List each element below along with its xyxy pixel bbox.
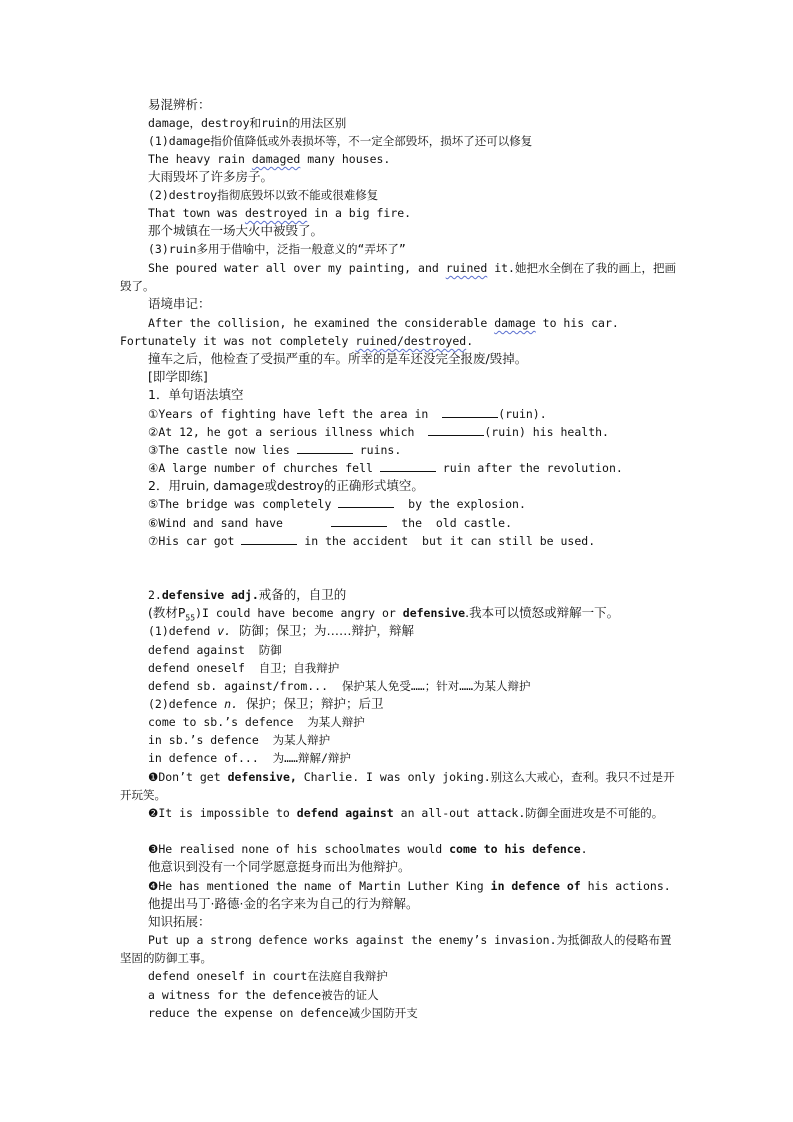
context-translation: 撞车之后，他检查了受损严重的车。所幸的是车还没完全报废/毁掉。 bbox=[148, 351, 528, 366]
phrase-line: in defence of... 为……辩解/辩护 bbox=[148, 751, 351, 765]
answer-blank[interactable] bbox=[442, 405, 498, 418]
definition-line: (1)damage指价值降低或外表损坏等，不一定全部毁坏，损坏了还可以修复 bbox=[148, 134, 533, 148]
entry-title: 2.defensive adj.戒备的，自卫的 bbox=[148, 587, 347, 602]
answer-blank[interactable] bbox=[428, 423, 484, 436]
example-translation: 大雨毁坏了许多房子。 bbox=[148, 169, 274, 184]
extension-item: Put up a strong defence works against the enemy’s invasion.为抵御敌人的侵略布置坚固的防御工事。 bbox=[120, 933, 672, 966]
phrase-line: in sb.’s defence 为某人辩护 bbox=[148, 733, 331, 747]
definition-line: (3)ruin多用于借喻中，泛指一般意义的“弄坏了” bbox=[148, 242, 406, 256]
example-translation: 他意识到没有一个同学愿意挺身而出为他辩护。 bbox=[148, 859, 411, 874]
exercise-heading: 1．单句语法填空 bbox=[148, 387, 244, 402]
section-title: damage，destroy和ruin的用法区别 bbox=[148, 116, 347, 130]
example-sentence: ❸He realised none of his schoolmates would come to his defence. bbox=[148, 842, 588, 856]
definition-line: (2)defence n. 保护；保卫；辩护；后卫 bbox=[148, 696, 384, 711]
definition-line: (2)destroy指彻底毁坏以致不能或很难修复 bbox=[148, 188, 379, 202]
example-translation: 他提出马丁·路德·金的名字来为自己的行为辩解。 bbox=[148, 896, 419, 911]
answer-blank[interactable] bbox=[380, 459, 436, 472]
example-sentence: ❷It is impossible to defend against an all-out attack.防御全面进攻是不可能的。 bbox=[148, 806, 664, 820]
keyword-destroyed: destroyed bbox=[244, 206, 308, 220]
exercise-heading: 2．用ruin, damage或destroy的正确形式填空。 bbox=[148, 478, 424, 493]
exercise-item: ③The castle now lies ruins. bbox=[148, 443, 402, 457]
example-sentence: ❶Don’t get defensive, Charlie. I was only joking.别这么大戒心，查利。我只不过是开开玩笑。 bbox=[120, 770, 675, 803]
answer-blank[interactable] bbox=[241, 532, 297, 545]
exercise-item: ②At 12, he got a serious illness which (ruin) his health. bbox=[148, 425, 609, 439]
exercise-item: ⑦His car got in the accident but it can still be used. bbox=[148, 534, 596, 548]
example-sentence: The heavy rain damaged many houses. bbox=[148, 152, 391, 166]
context-heading: 语境串记： bbox=[148, 296, 211, 311]
keyword-damage: damage bbox=[494, 316, 536, 330]
phrase-line: defend against 防御 bbox=[148, 643, 282, 657]
keyword-ruined: ruined bbox=[445, 261, 488, 275]
answer-blank[interactable] bbox=[331, 514, 387, 527]
extension-item: defend oneself in court在法庭自我辩护 bbox=[148, 969, 388, 983]
extension-item: a witness for the defence被告的证人 bbox=[148, 988, 379, 1002]
example-sentence: She poured water all over my painting, and ruined it.她把水全倒在了我的画上，把画毁了。 bbox=[120, 261, 676, 294]
phrase-line: defend sb. against/from... 保护某人免受……；针对……为某人辩护 bbox=[148, 679, 531, 693]
exercise-item: ⑥Wind and sand have the old castle. bbox=[148, 516, 513, 530]
answer-blank[interactable] bbox=[338, 495, 394, 508]
extension-item: reduce the expense on defence减少国防开支 bbox=[148, 1006, 418, 1020]
extension-heading: 知识拓展： bbox=[148, 914, 211, 929]
phrase-line: defend oneself 自卫；自我辩护 bbox=[148, 661, 340, 675]
context-sentence: After the collision, he examined the considerable damage to his car. Fortunately it was not completely ruined/destroyed. bbox=[120, 316, 619, 349]
practice-heading: [即学即练] bbox=[148, 369, 208, 384]
keyword-damaged: damaged bbox=[251, 152, 301, 166]
phrase-line: come to sb.’s defence 为某人辩护 bbox=[148, 715, 365, 729]
example-translation: 那个城镇在一场大火中被毁了。 bbox=[148, 223, 324, 238]
entry-headword: defensive adj. bbox=[161, 588, 259, 602]
section-heading: 易混辨析： bbox=[148, 97, 211, 112]
keyword-ruined-destroyed: ruined/destroyed bbox=[355, 334, 467, 349]
textbook-source: (教材$P_{55})I$ could have become angry or defensive.我本可以愤怒或辩解一下。 bbox=[148, 605, 620, 623]
exercise-item: ⑤The bridge was completely by the explosion. bbox=[148, 497, 526, 511]
example-sentence: ❹He has mentioned the name of Martin Luther King in defence of his actions. bbox=[148, 879, 671, 893]
answer-blank[interactable] bbox=[297, 441, 353, 454]
example-sentence: That town was destroyed in a big fire. bbox=[148, 206, 412, 220]
definition-line: (1)defend v. 防御；保卫；为……辩护，辩解 bbox=[148, 623, 415, 638]
exercise-item: ④A large number of churches fell ruin after the revolution. bbox=[148, 461, 623, 475]
exercise-item: ①Years of fighting have left the area in (ruin). bbox=[148, 407, 547, 421]
